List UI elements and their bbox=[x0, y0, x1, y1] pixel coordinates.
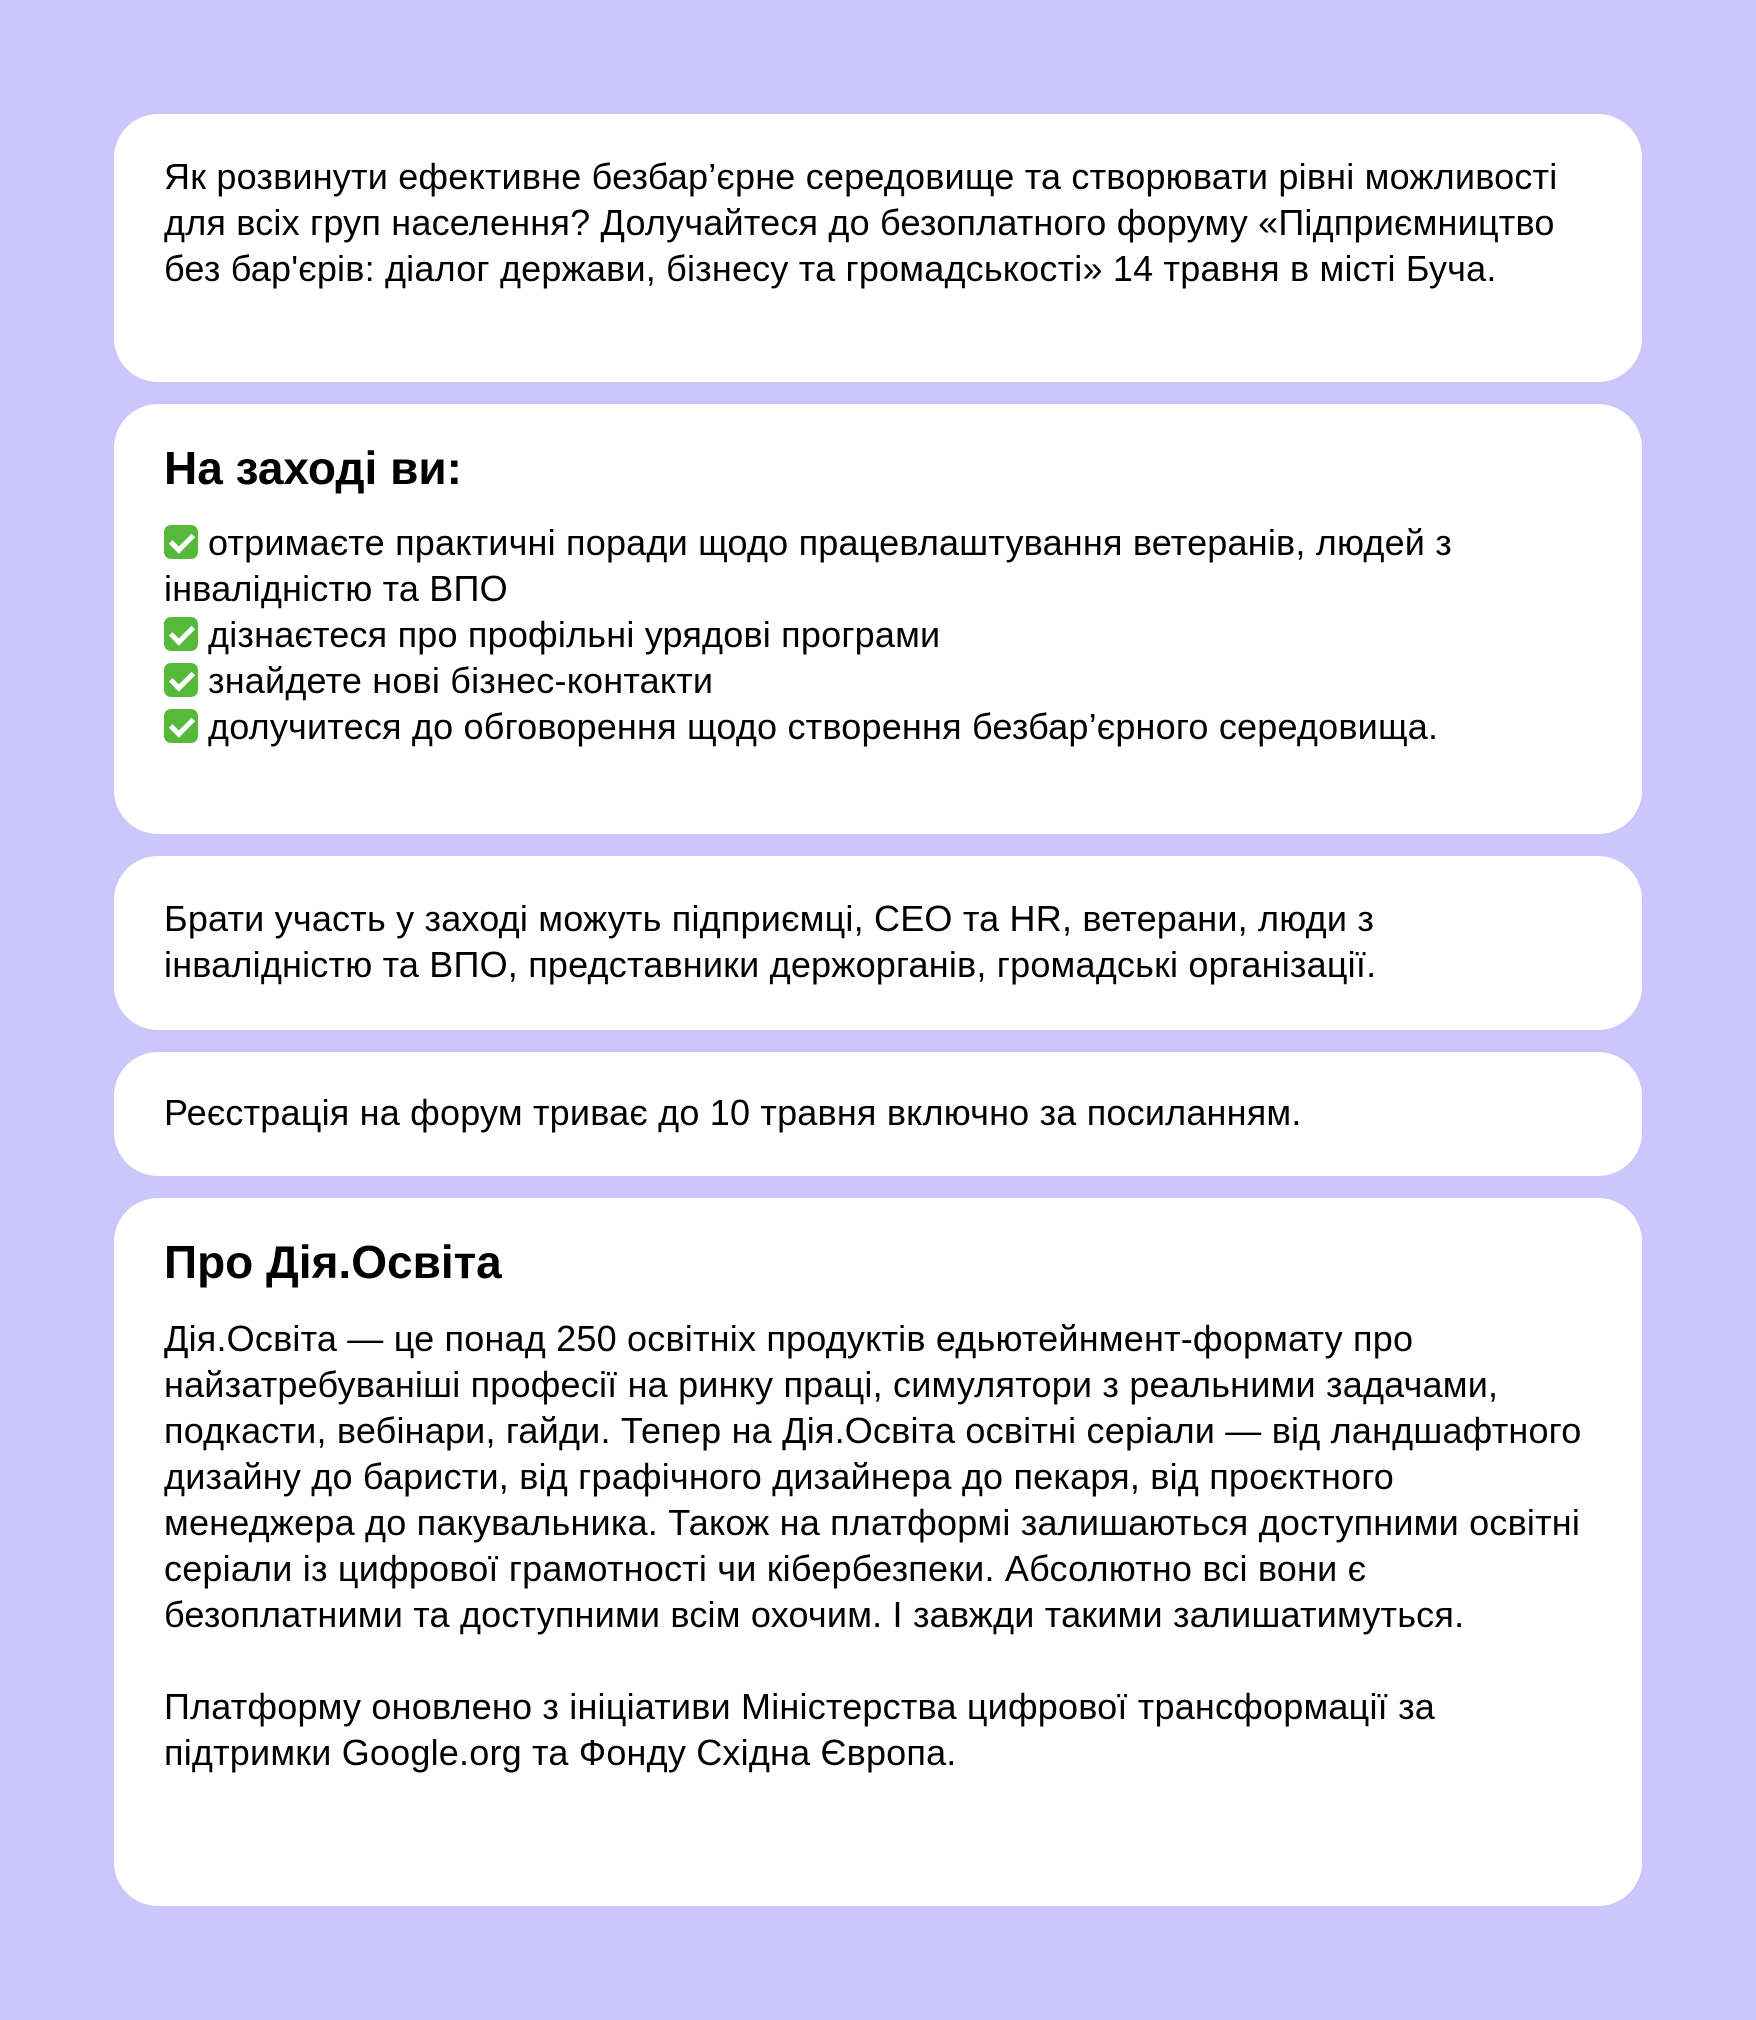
about-card bbox=[114, 1198, 1642, 1906]
benefit-item bbox=[164, 704, 1592, 750]
participants-text: Брати участь у заході можуть підприємці, CEO та HR, ветерани, люди з інвалідністю та ВПО, представники держорганів, громадські організації. bbox=[164, 898, 1377, 985]
check-mark-icon bbox=[164, 525, 198, 559]
benefit-item bbox=[164, 520, 1592, 612]
benefit-text: дізнаєтеся про профільні урядові програми bbox=[208, 614, 941, 655]
about-paragraph-1: Дія.Освіта — це понад 250 освітніх продуктів едьютейнмент-формату про найзатребуваніші професії на ринку праці, симулятори з реальними задачами, подкасти, вебінари, гайди. Тепер на Дія.Освіта освітні серіали — від ландшафтного дизайну до баристи, від графічного дизайнера до пекаря, від проєктного менеджера до пакувальника. Також на платформі залишаються доступними освітні серіали із цифрової грамотності чи кібербезпеки. Абсолютно всі вони є безоплатними та доступними всім охочим. І завжди такими залишатимуться. bbox=[164, 1318, 1582, 1635]
registration-card bbox=[114, 1052, 1642, 1176]
about-paragraph-2: Платформу оновлено з ініціативи Міністерства цифрової трансформації за підтримки Google.org та Фонду Східна Європа. bbox=[164, 1686, 1435, 1773]
benefit-item bbox=[164, 612, 1592, 658]
benefits-list bbox=[164, 520, 1592, 750]
participants-card bbox=[114, 856, 1642, 1030]
benefit-item bbox=[164, 658, 1592, 704]
benefit-text: знайдете нові бізнес-контакти bbox=[208, 660, 714, 701]
benefits-title: На заході ви: bbox=[164, 442, 462, 494]
check-mark-icon bbox=[164, 617, 198, 651]
check-mark-icon bbox=[164, 709, 198, 743]
intro-text: Як розвинути ефективне безбар’єрне середовище та створювати рівні можливості для всіх груп населення? Долучайтеся до безоплатного форуму «Підприємництво без бар'єрів: діалог держави, бізнесу та громадськості» 14 травня в місті Буча. bbox=[164, 156, 1558, 289]
benefits-card bbox=[114, 404, 1642, 834]
benefit-text: отримаєте практичні поради щодо працевлаштування ветеранів, людей з інвалідністю та ВПО bbox=[164, 522, 1453, 609]
intro-card bbox=[114, 114, 1642, 382]
check-mark-icon bbox=[164, 663, 198, 697]
registration-text: Реєстрація на форум триває до 10 травня включно за посиланням. bbox=[164, 1092, 1302, 1133]
benefit-text: долучитеся до обговорення щодо створення безбар’єрного середовища. bbox=[208, 706, 1439, 747]
about-title: Про Дія.Освіта bbox=[164, 1236, 502, 1288]
